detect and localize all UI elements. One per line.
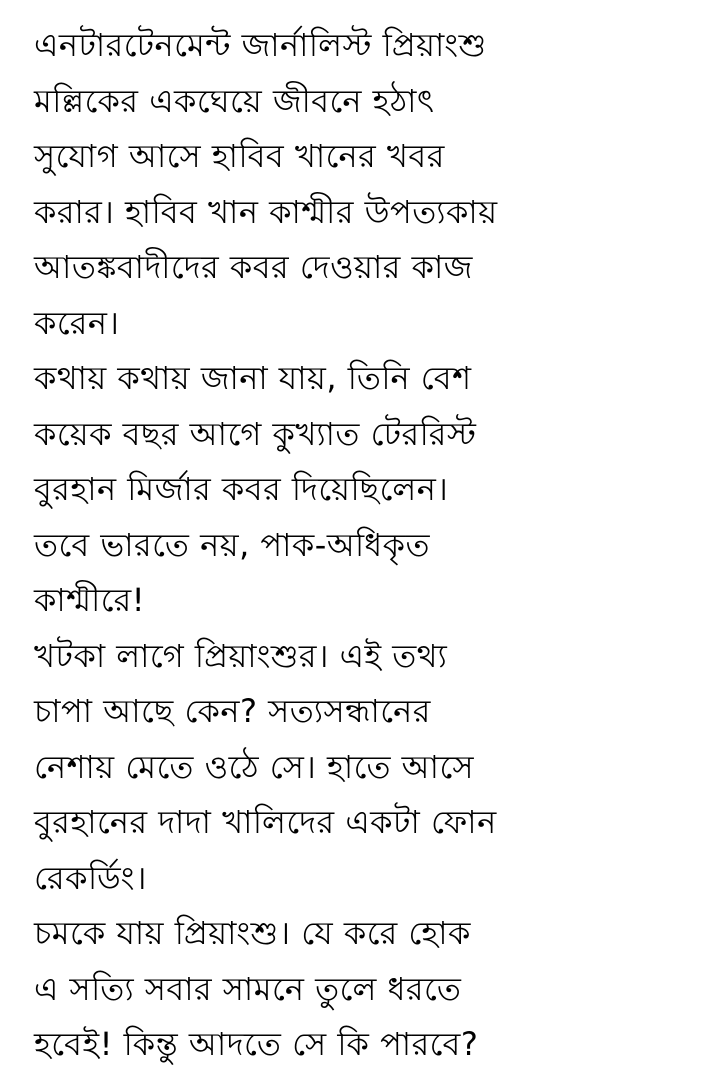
text-line-9: বুরহান মির্জার কবর দিয়েছিলেন। [34, 470, 449, 508]
text-line-15: বুরহানের দাদা খালিদের একটা ফোন [34, 803, 497, 841]
text-line-12: খটকা লাগে প্রিয়াংশুর। এই তথ্য [34, 636, 448, 675]
text-line-1: এনটারটেনমেন্ট জার্নালিস্ট প্রিয়াংশু [34, 26, 487, 64]
text-line-5: আতঙ্কবাদীদের কবর দেওয়ার কাজ [34, 248, 473, 286]
text-line-6: করেন। [34, 303, 120, 342]
text-line-8: কয়েক বছর আগে কুখ্যাত টেররিস্ট [34, 414, 477, 453]
text-line-3: সুযোগ আসে হাবিব খানের খবর [34, 137, 445, 175]
text-line-13: চাপা আছে কেন? সত্যসন্ধানের [34, 692, 431, 730]
synopsis-text [34, 18, 674, 1073]
text-line-10: তবে ভারতে নয়, পাক-অধিকৃত [34, 525, 431, 564]
text-line-7: কথায় কথায় জানা যায়, তিনি বেশ [34, 359, 472, 397]
text-line-14: নেশায় মেতে ওঠে সে। হাতে আসে [34, 747, 474, 786]
text-line-2: মল্লিকের একঘেয়ে জীবনে হঠাৎ [34, 81, 435, 120]
text-line-4: করার। হাবিব খান কাশ্মীর উপত্যকায় [34, 192, 498, 231]
text-line-16: রেকর্ডিং। [34, 858, 147, 897]
text-line-17: চমকে যায় প্রিয়াংশু। যে করে হোক [34, 914, 471, 952]
text-line-18: এ সত্যি সবার সামনে তুলে ধরতে [34, 969, 462, 1008]
text-line-11: কাশ্মীরে! [34, 581, 146, 619]
text-line-19: হবেই! কিন্তু আদতে সে কি পারবে? [34, 1025, 479, 1063]
